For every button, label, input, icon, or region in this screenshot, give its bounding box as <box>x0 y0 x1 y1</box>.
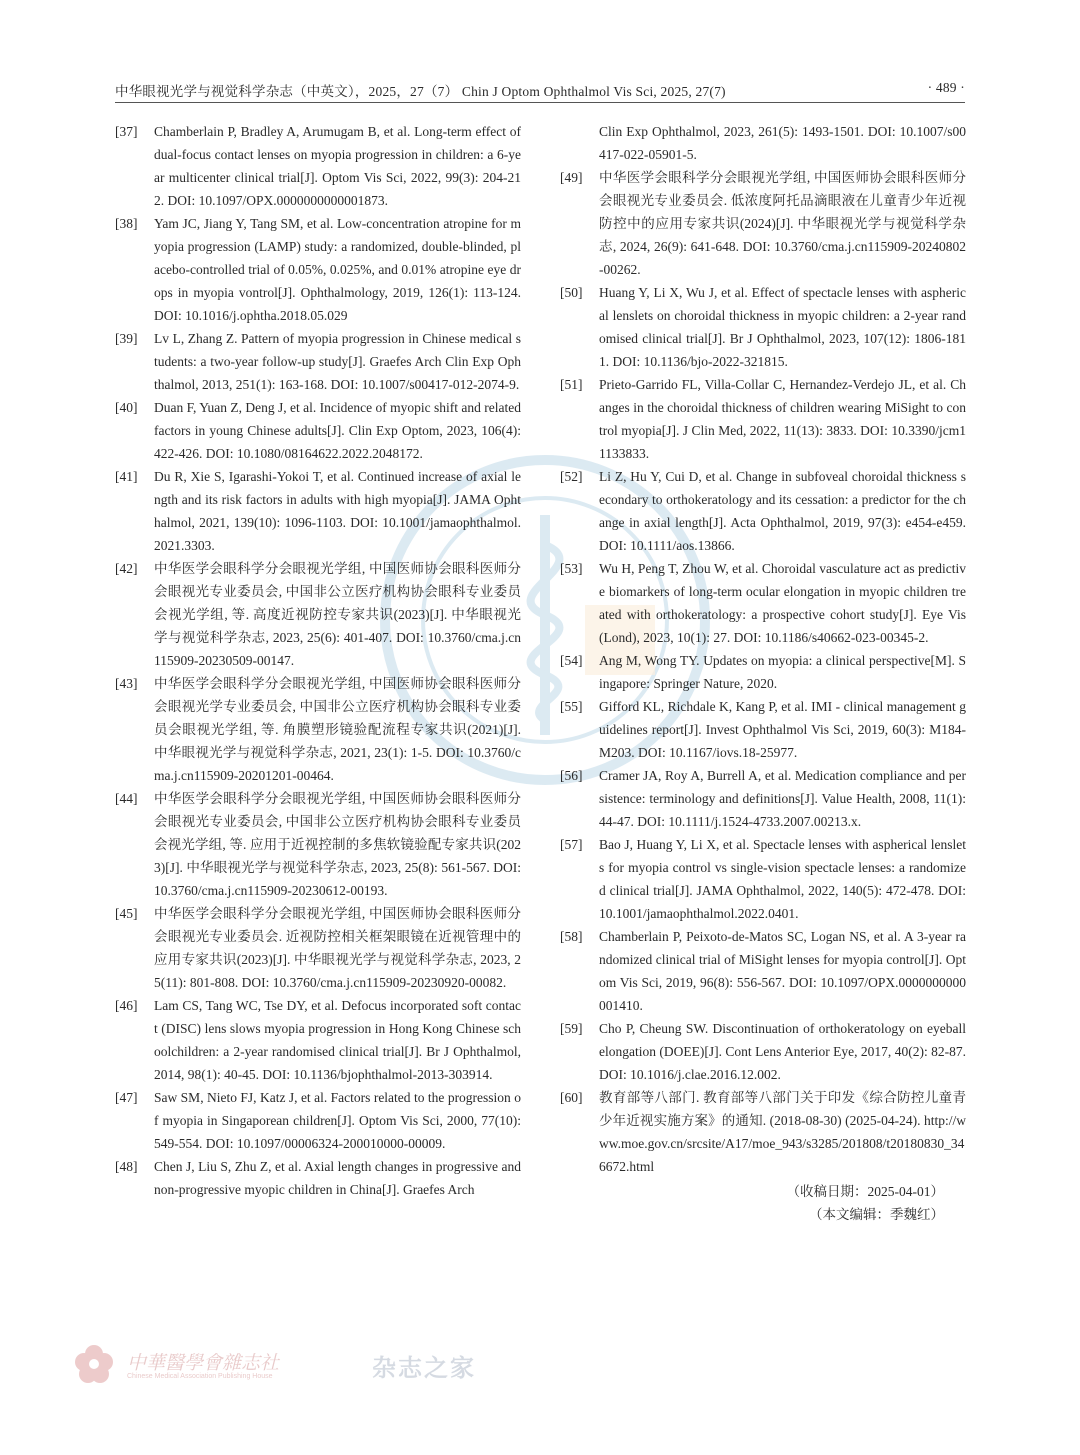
reference-number: [44] <box>115 791 138 806</box>
reference-text: Cramer JA, Roy A, Burrell A, et al. Medication compliance and persistence: terminology and definitions[J]. Value Health, 2008, 11(1): 44-47. DOI: 10.1111/j.1524-4733.2007.00213.x. <box>599 768 966 829</box>
reference-text: Lam CS, Tang WC, Tse DY, et al. Defocus incorporated soft contact (DISC) lens slows myopia progression in Hong Kong Chinese schoolchildren: a 2-year randomised clinical trial[J]. Br J Ophthalmol, 2014, 98(1): 40-45. DOI: 10.1136/bjophthalmol-2013-303914. <box>154 998 521 1082</box>
reference-text: 教育部等八部门. 教育部等八部门关于印发《综合防控儿童青少年近视实施方案》的通知. (2018-08-30) (2025-04-24). http://www.moe.gov.cn/srcsite/A17/moe_943/s3285/201808/t20180830_346672.html <box>599 1090 966 1174</box>
reference-text: Li Z, Hu Y, Cui D, et al. Change in subfoveal choroidal thickness secondary to orthokeratology and its cessation: a predictor for the change in axial length[J]. Acta Ophthalmol, 2019, 97(3): e454-e459. DOI: 10.1111/aos.13866. <box>599 469 966 553</box>
reference-item <box>558 925 966 1017</box>
reference-text: Yam JC, Jiang Y, Tang SM, et al. Low-concentration atropine for myopia progression (LAMP) study: a randomized, double-blinded, placebo-controlled trial of 0.05%, 0.025%, and 0.01% atropine eye drops in myopia vontrol[J]. Ophthalmology, 2019, 126(1): 113-124. DOI: 10.1016/j.ophtha.2018.05.029 <box>154 216 521 323</box>
reference-number: [43] <box>115 676 138 691</box>
reference-number: [53] <box>560 561 583 576</box>
reference-text: Ang M, Wong TY. Updates on myopia: a clinical perspective[M]. Singapore: Springer Nature, 2020. <box>599 653 966 691</box>
reference-number: [54] <box>560 653 583 668</box>
reference-number: [50] <box>560 285 583 300</box>
reference-text: 中华医学会眼科学分会眼视光学组, 中国医师协会眼科医师分会眼视光学专业委员会, 中国非公立医疗机构协会眼科专业委员会眼视光学组, 等. 角膜塑形镜验配流程专家共识(2021)[J]. 中华眼视光学与视觉科学杂志, 2021, 23(1): 1-5. DOI: 10.3760/cma.j.cn115909-20201201-00464. <box>154 676 521 783</box>
reference-item <box>113 994 521 1086</box>
received-date: （收稿日期：2025-04-01） <box>786 1184 944 1199</box>
reference-number: [55] <box>560 699 583 714</box>
reference-text: Chamberlain P, Bradley A, Arumugam B, et al. Long-term effect of dual-focus contact lenses on myopia progression in children: a 6-year multicenter clinical trial[J]. Optom Vis Sci, 2022, 99(3): 204-212. DOI: 10.1097/OPX.0000000000001873. <box>154 124 521 208</box>
reference-item <box>113 787 521 902</box>
reference-number: [48] <box>115 1159 138 1174</box>
reference-text: 中华医学会眼科学分会眼视光学组, 中国医师协会眼科医师分会眼视光专业委员会, 中国非公立医疗机构协会眼科专业委员会视光学组, 等. 应用于近视控制的多焦软镜验配专家共识(2023)[J]. 中华眼视光学与视觉科学杂志, 2023, 25(8): 561-567. DOI: 10.3760/cma.j.cn115909-20230612-00193. <box>154 791 521 898</box>
journal-citation: 中华眼视光学与视觉科学杂志（中英文），2025，27（7） Chin J Optom Ophthalmol Vis Sci, 2025, 27(7) <box>115 84 726 99</box>
reference-item <box>113 1086 521 1155</box>
reference-item <box>558 649 966 695</box>
reference-number: [52] <box>560 469 583 484</box>
left-reference-column <box>113 120 521 1201</box>
reference-number: [38] <box>115 216 138 231</box>
reference-text: Cho P, Cheung SW. Discontinuation of orthokeratology on eyeball elongation (DOEE)[J]. Cont Lens Anterior Eye, 2017, 40(2): 82-87. DOI: 10.1016/j.clae.2016.12.002. <box>599 1021 966 1082</box>
reference-item <box>113 212 521 327</box>
editor-credit: （本文编辑：季魏红） <box>809 1207 944 1222</box>
reference-continuation: Clin Exp Ophthalmol, 2023, 261(5): 1493-1501. DOI: 10.1007/s00417-022-05901-5. <box>599 124 966 162</box>
reference-text: Prieto-Garrido FL, Villa-Collar C, Hernandez-Verdejo JL, et al. Changes in the choroidal thickness of children wearing MiSight to control myopia[J]. J Clin Med, 2022, 11(13): 3833. DOI: 10.3390/jcm11133833. <box>599 377 966 461</box>
reference-number: [46] <box>115 998 138 1013</box>
reference-item <box>558 166 966 281</box>
reference-text: Huang Y, Li X, Wu J, et al. Effect of spectacle lenses with aspherical lenslets on choroidal thickness in myopic children: a 2-year randomised clinical trial[J]. Br J Ophthalmol, 2023, 107(12): 1806-1811. DOI: 10.1136/bjo-2022-321815. <box>599 285 966 369</box>
reference-number: [51] <box>560 377 583 392</box>
reference-item <box>113 672 521 787</box>
reference-text: Gifford KL, Richdale K, Kang P, et al. IMI - clinical management guidelines report[J]. Invest Ophthalmol Vis Sci, 2019, 60(3): M184-M203. DOI: 10.1167/iovs.18-25977. <box>599 699 966 760</box>
reference-item <box>558 833 966 925</box>
reference-item <box>558 695 966 764</box>
reference-number: [60] <box>560 1090 583 1105</box>
publisher-footer-logo <box>72 1340 492 1390</box>
reference-text: Duan F, Yuan Z, Deng J, et al. Incidence of myopic shift and related factors in young Chinese adults[J]. Clin Exp Optom, 2023, 106(4): 422-426. DOI: 10.1080/08164622.2022.2048172. <box>154 400 521 461</box>
reference-number: [57] <box>560 837 583 852</box>
reference-item <box>558 1086 966 1178</box>
publisher-english-name: Chinese Medical Association Publishing House <box>127 1373 273 1380</box>
reference-number: [56] <box>560 768 583 783</box>
publisher-flower-icon <box>72 1342 116 1386</box>
reference-item <box>113 902 521 994</box>
reference-item <box>113 120 521 212</box>
reference-number: [58] <box>560 929 583 944</box>
reference-text: Lv L, Zhang Z. Pattern of myopia progression in Chinese medical students: a two-year follow-up study[J]. Graefes Arch Clin Exp Ophthalmol, 2013, 251(1): 163-168. DOI: 10.1007/s00417-012-2074-9. <box>154 331 521 392</box>
reference-item <box>558 764 966 833</box>
reference-number: [49] <box>560 170 583 185</box>
reference-item <box>558 557 966 649</box>
reference-item <box>558 281 966 373</box>
reference-text: Du R, Xie S, Igarashi-Yokoi T, et al. Continued increase of axial length and its risk factors in adults with high myopia[J]. JAMA Ophthalmol, 2021, 139(10): 1096-1103. DOI: 10.1001/jamaophthalmol.2021.3303. <box>154 469 521 553</box>
reference-text: 中华医学会眼科学分会眼视光学组, 中国医师协会眼科医师分会眼视光专业委员会. 近视防控相关框架眼镜在近视管理中的应用专家共识(2023)[J]. 中华眼视光学与视觉科学杂志, 2023, 25(11): 801-808. DOI: 10.3760/cma.j.cn115909-20230920-00082. <box>154 906 521 990</box>
reference-text: 中华医学会眼科学分会眼视光学组, 中国医师协会眼科医师分会眼视光专业委员会. 低浓度阿托品滴眼液在儿童青少年近视防控中的应用专家共识(2024)[J]. 中华眼视光学与视觉科学杂志, 2024, 26(9): 641-648. DOI: 10.3760/cma.j.cn115909-20240802-00262. <box>599 170 966 277</box>
reference-number: [37] <box>115 124 138 139</box>
reference-item <box>558 373 966 465</box>
reference-number: [59] <box>560 1021 583 1036</box>
reference-item <box>113 557 521 672</box>
reference-text: Chamberlain P, Peixoto-de-Matos SC, Logan NS, et al. A 3-year randomized clinical trial of MiSight lenses for myopia control[J]. Optom Vis Sci, 2019, 96(8): 556-567. DOI: 10.1097/OPX.0000000000001410. <box>599 929 966 1013</box>
right-reference-column <box>558 120 966 1226</box>
reference-item <box>113 327 521 396</box>
reference-number: [39] <box>115 331 138 346</box>
running-header <box>115 72 965 103</box>
reference-item <box>558 1017 966 1086</box>
reference-text: Wu H, Peng T, Zhou W, et al. Choroidal vasculature act as predictive biomarkers of long-term ocular elongation in myopic children treated with orthokeratology: a prospective cohort study[J]. Eye Vis (Lond), 2023, 10(1): 27. DOI: 10.1186/s40662-023-00345-2. <box>599 561 966 645</box>
reference-number: [47] <box>115 1090 138 1105</box>
reference-item <box>113 396 521 465</box>
reference-item <box>113 465 521 557</box>
reference-text: Chen J, Liu S, Zhu Z, et al. Axial length changes in progressive and non-progressive myopic children in China[J]. Graefes Arch <box>154 1159 521 1197</box>
reference-number: [42] <box>115 561 138 576</box>
reference-number: [45] <box>115 906 138 921</box>
reference-number: [40] <box>115 400 138 415</box>
page-number: · 489 · <box>927 80 965 95</box>
reference-text: Saw SM, Nieto FJ, Katz J, et al. Factors related to the progression of myopia in Singaporean children[J]. Optom Vis Sci, 2000, 77(10): 549-554. DOI: 10.1097/00006324-200010000-00009. <box>154 1090 521 1151</box>
publisher-name: 中華醫學會雜志社 <box>127 1352 280 1374</box>
reference-item <box>558 465 966 557</box>
reference-item <box>113 1155 521 1201</box>
brand-mark: 杂志之家 <box>372 1354 476 1382</box>
reference-text: 中华医学会眼科学分会眼视光学组, 中国医师协会眼科医师分会眼视光专业委员会, 中国非公立医疗机构协会眼科专业委员会视光学组, 等. 高度近视防控专家共识(2023)[J]. 中华眼视光学与视觉科学杂志, 2023, 25(6): 401-407. DOI: 10.3760/cma.j.cn115909-20230509-00147. <box>154 561 521 668</box>
reference-text: Bao J, Huang Y, Li X, et al. Spectacle lenses with aspherical lenslets for myopia control vs single-vision spectacle lenses: a randomized clinical trial[J]. JAMA Ophthalmol, 2022, 140(5): 472-478. DOI: 10.1001/jamaophthalmol.2022.0401. <box>599 837 966 921</box>
reference-number: [41] <box>115 469 138 484</box>
